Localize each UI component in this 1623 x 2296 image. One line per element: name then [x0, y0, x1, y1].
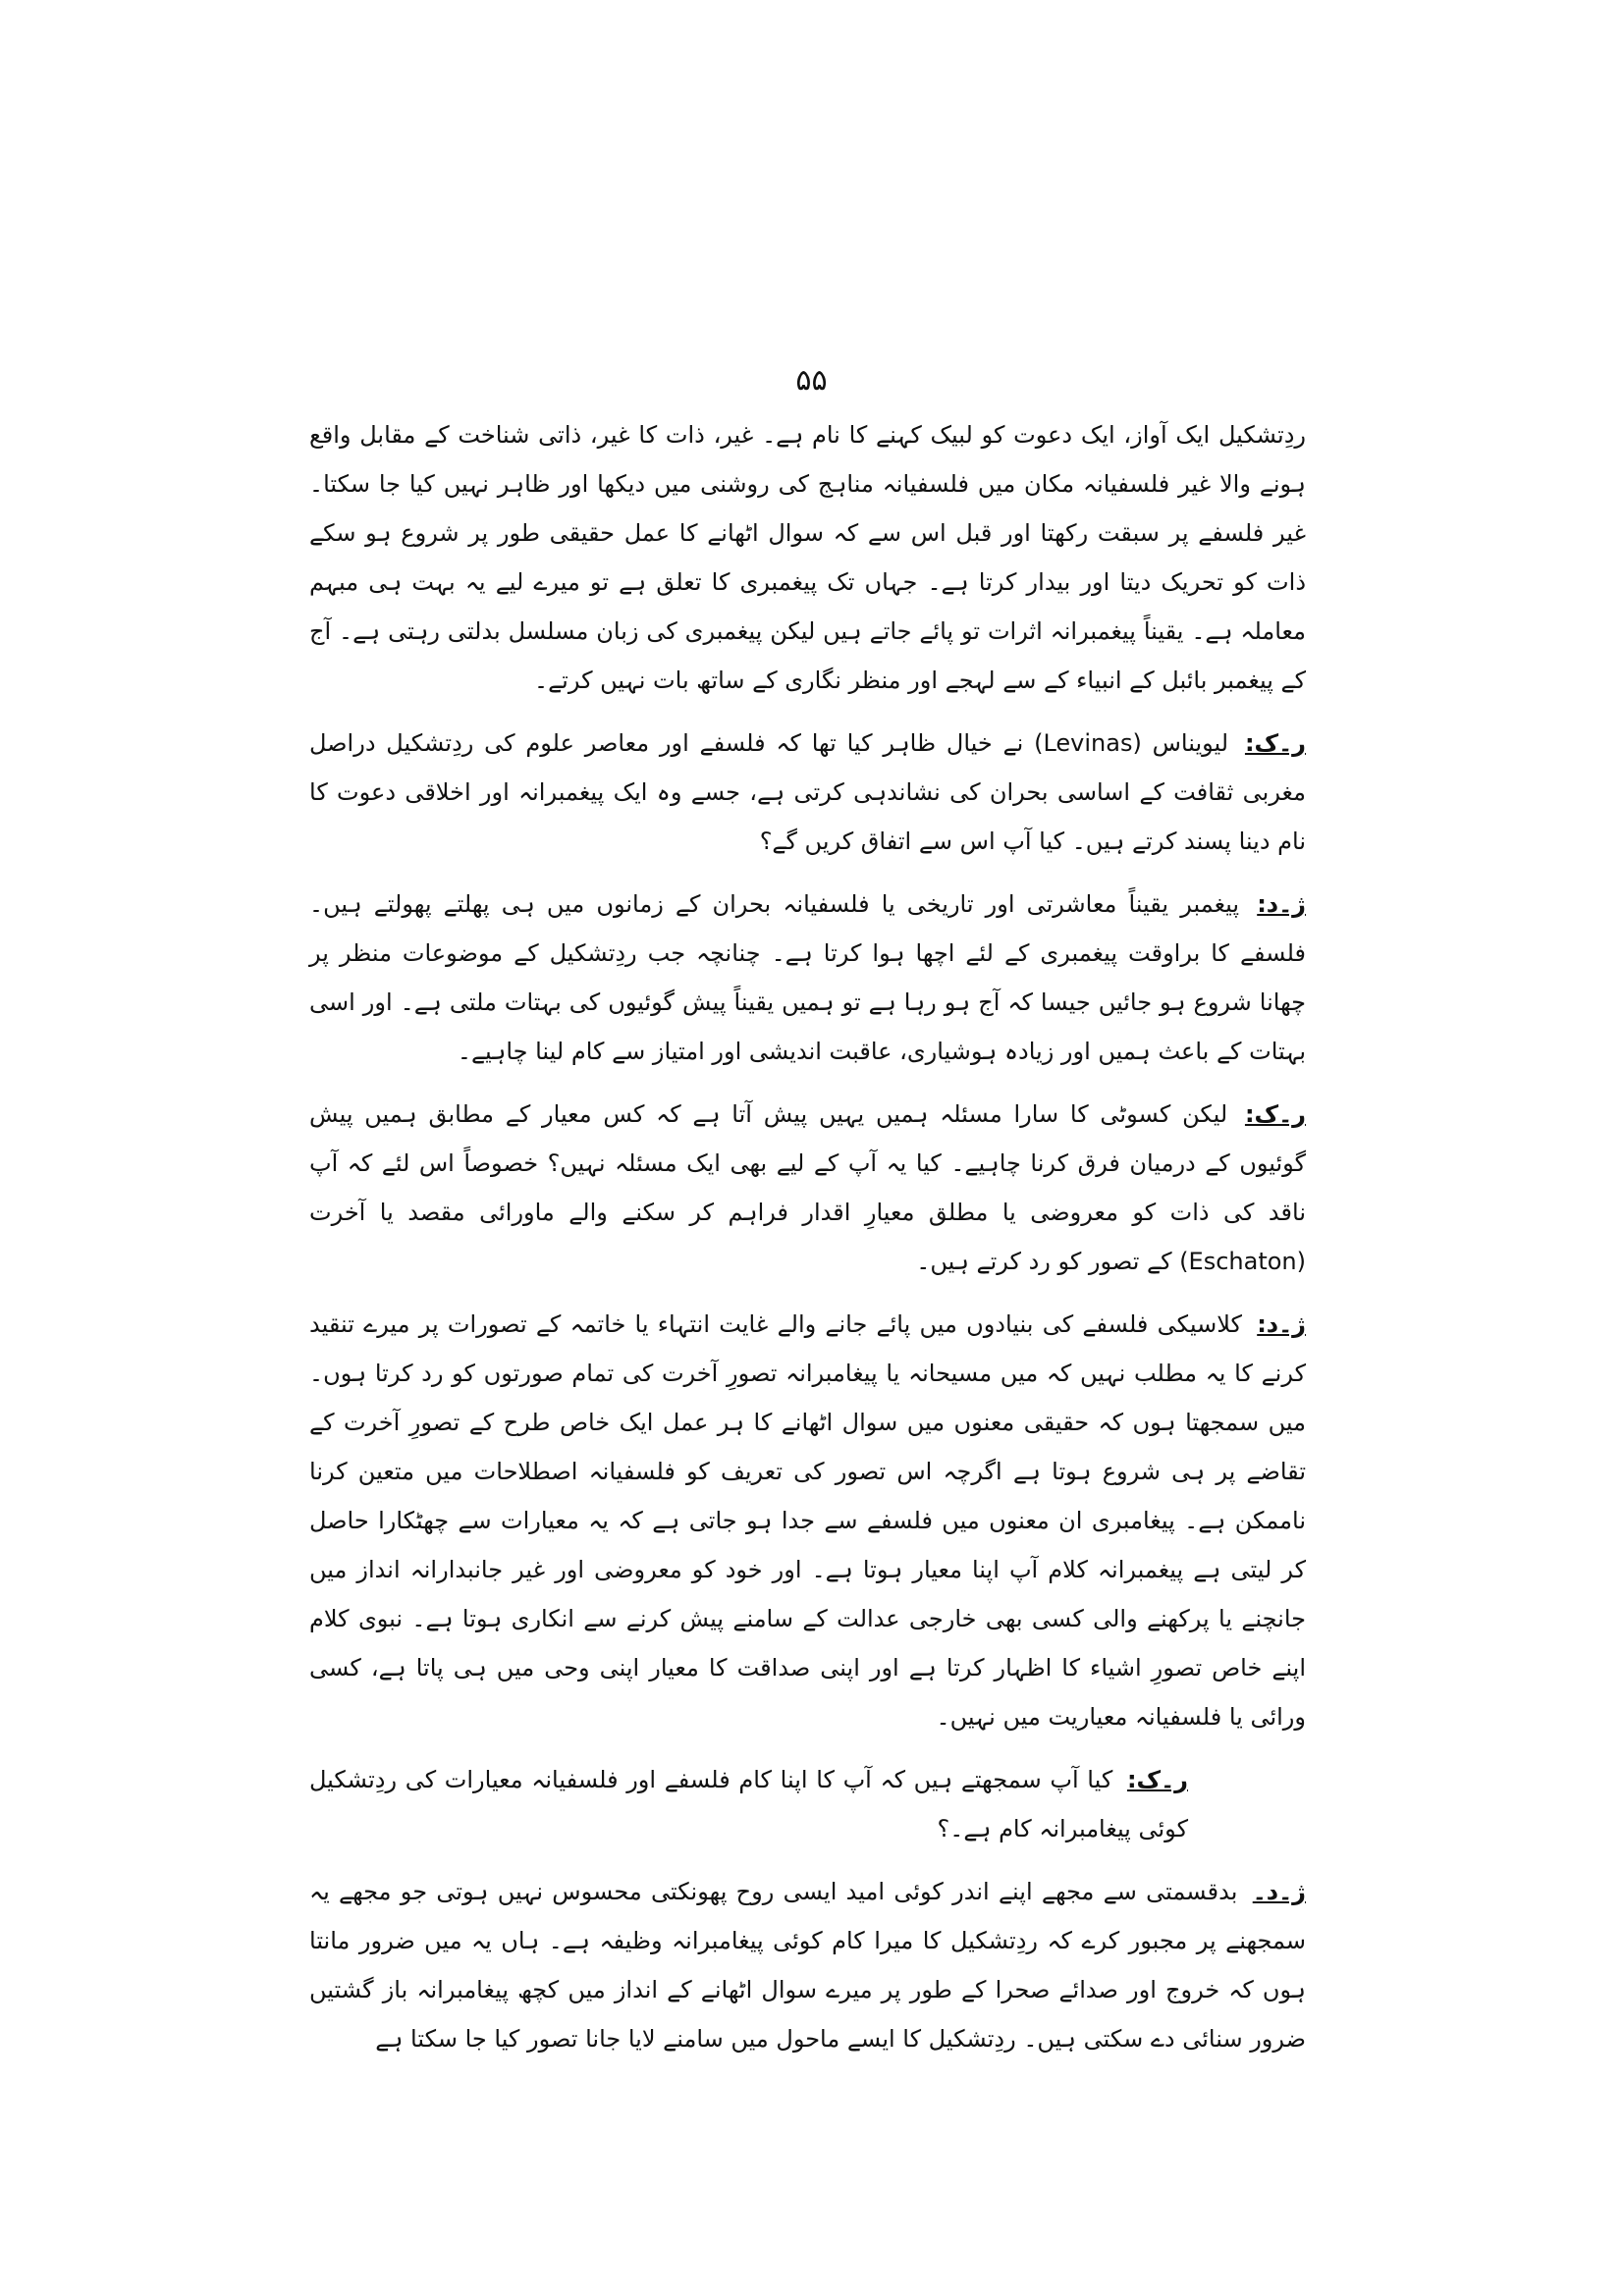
speaker-label: ژ۔د۔ — [1252, 1878, 1306, 1905]
paragraph-text: لیکن کسوٹی کا سارا مسئلہ ہمیں یہیں پیش آتا ہے کہ کس معیار کے مطابق ہمیں پیش گوئیوں کے درمیان فرق کرنا چاہیے۔ کیا یہ آپ کے لیے بھی ایک مسئلہ نہیں؟ خصوصاً اس لئے کہ آپ ناقد کی ذات کو معروضی یا مطلق معیارِ اقدار فراہم کر سکنے والے ماورائی مقصد یا آخرت (Eschaton) کے تصور کو رد کرتے ہیں۔ — [309, 1100, 1306, 1275]
paragraph-text: پیغمبر یقیناً معاشرتی اور تاریخی یا فلسفیانہ بحران کے زمانوں میں ہی پھلتے پھولتے ہیں۔ فلسفے کا براوقت پیغمبری کے لئے اچھا ہوا کرتا ہے۔ چنانچہ جب ردِتشکیل کے موضوعات منظر پر چھانا شروع ہو جائیں جیسا کہ آج ہو رہا ہے تو ہمیں یقیناً پیش گوئیوں کی بہتات ملتی ہے۔ اور اسی بہتات کے باعث ہمیں اور زیادہ ہوشیاری، عاقبت اندیشی اور امتیاز سے کام لینا چاہیے۔ — [309, 890, 1306, 1065]
speaker-label: ر۔ک: — [1244, 729, 1306, 757]
paragraph-question — [309, 1090, 1306, 1286]
paragraph-answer — [309, 1300, 1306, 1741]
paragraph-answer — [309, 880, 1306, 1076]
body-text — [309, 410, 1306, 2077]
paragraph-text: کلاسیکی فلسفے کی بنیادوں میں پائے جانے والے غایت انتہاء یا خاتمہ کے تصورات پر میرے تنقید کرنے کا یہ مطلب نہیں کہ میں مسیحانہ یا پیغامبرانہ تصورِ آخرت کی تمام صورتوں کو رد کرتا ہوں۔ میں سمجھتا ہوں کہ حقیقی معنوں میں سوال اٹھانے کا ہر عمل ایک خاص طرح کے تصورِ آخرت کے تقاضے پر ہی شروع ہوتا ہے اگرچہ اس تصور کی تعریف کو فلسفیانہ اصطلاحات میں متعین کرنا ناممکن ہے۔ پیغامبری ان معنوں میں فلسفے سے جدا ہو جاتی ہے کہ یہ معیارات سے چھٹکارا حاصل کر لیتی ہے پیغمبرانہ کلام آپ اپنا معیار ہوتا ہے۔ اور خود کو معروضی اور غیر جانبدارانہ انداز میں جانچنے یا پرکھنے والی کسی بھی خارجی عدالت کے سامنے پیش کرنے سے انکاری ہوتا ہے۔ نبوی کلام اپنے خاص تصورِ اشیاء کا اظہار کرتا ہے اور اپنی صداقت کا معیار اپنی وحی میں ہی پاتا ہے، کسی ورائی یا فلسفیانہ معیاریت میں نہیں۔ — [309, 1310, 1306, 1731]
paragraph-intro — [309, 410, 1306, 705]
paragraph-text: لیویناس (Levinas) نے خیال ظاہر کیا تھا کہ فلسفے اور معاصر علوم کی ردِتشکیل دراصل مغربی ثقافت کے اساسی بحران کی نشاندہی کرتی ہے، جسے وہ ایک پیغمبرانہ اور اخلاقی دعوت کا نام دینا پسند کرتے ہیں۔ کیا آپ اس سے اتفاق کریں گے؟ — [309, 729, 1306, 855]
speaker-label: ر۔ک: — [1126, 1766, 1188, 1793]
speaker-label: ژ۔د: — [1257, 1310, 1306, 1338]
paragraph-question — [309, 1755, 1306, 1853]
speaker-label: ر۔ک: — [1244, 1100, 1306, 1128]
speaker-label: ژ۔د: — [1257, 890, 1306, 918]
paragraph-answer — [309, 1867, 1306, 2063]
paragraph-text: بدقسمتی سے مجھے اپنے اندر کوئی امید ایسی روح پھونکتی محسوس نہیں ہوتی جو مجھے یہ سمجھنے پر مجبور کرے کہ ردِتشکیل کا میرا کام کوئی پیغامبرانہ وظیفہ ہے۔ ہاں یہ میں ضرور مانتا ہوں کہ خروج اور صدائے صحرا کے طور پر میرے سوال اٹھانے کے انداز میں کچھ پیغامبرانہ باز گشتیں ضرور سنائی دے سکتی ہیں۔ ردِتشکیل کا ایسے ماحول میں سامنے لایا جانا تصور کیا جا سکتا ہے — [309, 1878, 1306, 2053]
paragraph-text: ردِتشکیل ایک آواز، ایک دعوت کو لبیک کہنے کا نام ہے۔ غیر، ذات کا غیر، ذاتی شناخت کے مقابل واقع ہونے والا غیر فلسفیانہ مکان میں فلسفیانہ مناہج کی روشنی میں دیکھا اور ظاہر نہیں کیا جا سکتا۔ غیر فلسفے پر سبقت رکھتا اور قبل اس سے کہ سوال اٹھانے کا عمل حقیقی طور پر شروع ہو سکے ذات کو تحریک دیتا اور بیدار کرتا ہے۔ جہاں تک پیغمبری کا تعلق ہے تو میرے لیے یہ بہت ہی مبہم معاملہ ہے۔ یقیناً پیغمبرانہ اثرات تو پائے جاتے ہیں لیکن پیغمبری کی زبان مسلسل بدلتی رہتی ہے۔ آج کے پیغمبر بائبل کے انبیاء کے سے لہجے اور منظر نگاری کے ساتھ بات نہیں کرتے۔ — [309, 421, 1306, 694]
paragraph-question — [309, 719, 1306, 866]
page-number: ۵۵ — [795, 363, 828, 398]
paragraph-text: کیا آپ سمجھتے ہیں کہ آپ کا اپنا کام فلسفے اور فلسفیانہ معیارات کی ردِتشکیل کوئی پیغامبرانہ کام ہے۔؟ — [309, 1766, 1188, 1842]
